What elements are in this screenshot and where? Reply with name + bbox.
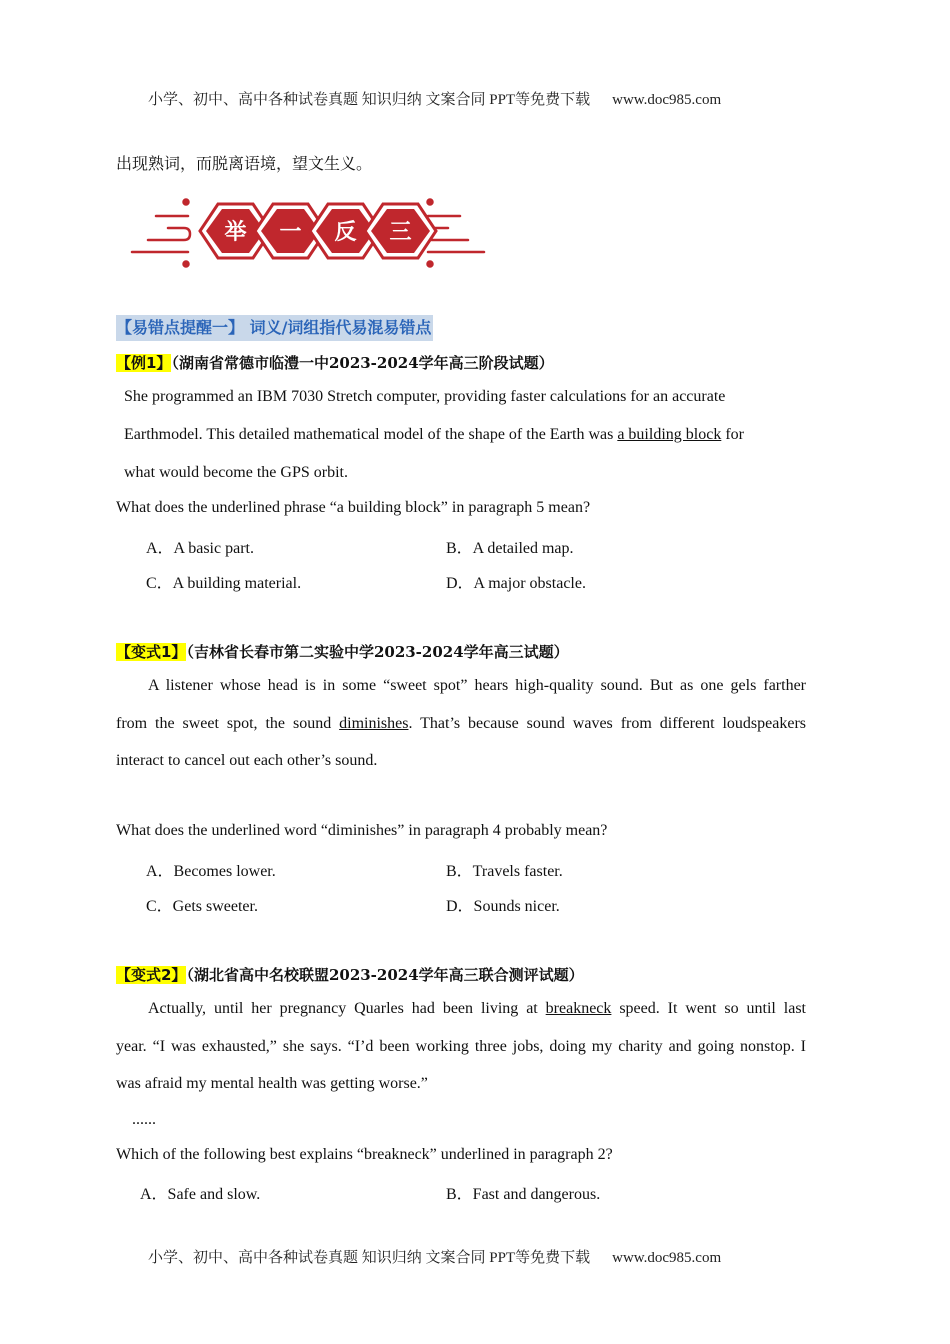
banner-char-1: 举 [224,220,247,245]
example1-line-2-text: Earthmodel. This detailed mathematical model of the shape of the Earth was [124,426,618,443]
variant1-line-1: A listener whose head is in some “sweet spot” hears high-quality sound. But as one gels farther [148,677,806,694]
example1-line-2-end: for [721,426,744,443]
example1-underlined-phrase: a building block [617,426,722,443]
variant2-underlined-word: breakneck [545,1000,612,1017]
variant1-option-d: D．Sounds nicer. [446,898,560,915]
example1-tag: 【例1】 [116,354,172,372]
variant1-line-2-end: . That’s because sound waves from different loudspeakers [408,715,806,732]
variant1-line-2-text: from the sweet spot, the sound [116,715,340,732]
variant2-line-3: was afraid my mental health was getting worse.” [116,1075,428,1092]
variant2-tag: 【变式2】 [116,966,187,984]
variant2-option-a: A．Safe and slow. [140,1186,261,1203]
variant1-tag: 【变式1】 [116,643,187,661]
banner-graphic [128,190,488,272]
variant2-source: （湖北省高中名校联盟2023-2024学年高三联合测评试题） [186,966,584,984]
variant2-option-b: B．Fast and dangerous. [446,1186,601,1203]
example1-heading [116,352,554,373]
variant1-option-b: B．Travels faster. [446,863,563,880]
header-text: 小学、初中、高中各种试卷真题 知识归纳 文案合同 PPT等免费下载 [148,92,591,108]
variant2-line-2: year. “I was exhausted,” she says. “I’d been working three jobs, doing my charity and going nonstop. I [116,1038,806,1055]
variant2-ellipsis: ...... [132,1111,156,1128]
section-title: 【易错点提醒一】 词义/词组指代易混易错点 [116,315,433,341]
variant1-source: （吉林省长春市第二实验中学2023-2024学年高三试题） [186,643,569,661]
example1-line-2 [124,426,744,444]
variant1-question: What does the underlined word “diminishes” in paragraph 4 probably mean? [116,822,608,839]
variant1-line-3: interact to cancel out each other’s sound. [116,752,378,769]
variant2-line-1-end: speed. It went so until last [611,1000,806,1017]
page-header [148,88,721,109]
example1-option-b: B．A detailed map. [446,540,574,557]
banner-left-swirl [132,200,190,267]
variant1-option-a: A．Becomes lower. [146,863,276,880]
variant1-option-c: C．Gets sweeter. [146,898,258,915]
footer-site-link[interactable]: www.doc985.com [612,1250,722,1266]
header-site-link[interactable]: www.doc985.com [612,92,722,108]
example1-source: （湖南省常德市临澧一中2023-2024学年高三阶段试题） [171,354,554,372]
variant2-heading [116,964,584,985]
banner-char-2: 一 [279,220,302,245]
example1-line-3: what would become the GPS orbit. [124,464,348,481]
variant2-line-1 [148,1000,806,1018]
variant2-line-1-text: Actually, until her pregnancy Quarles had been living at [148,1000,546,1017]
example1-question: What does the underlined phrase “a building block” in paragraph 5 mean? [116,499,591,516]
example1-option-a: A．A basic part. [146,540,254,557]
footer-text: 小学、初中、高中各种试卷真题 知识归纳 文案合同 PPT等免费下载 [148,1250,591,1266]
example1-option-d: D．A major obstacle. [446,575,586,592]
intro-line: 出现熟词，而脱离语境，望文生义。 [116,156,373,173]
variant1-heading [116,641,569,662]
example1-line-1: She programmed an IBM 7030 Stretch computer, providing faster calculations for an accurate [124,388,726,405]
banner-char-3: 反 [334,220,357,245]
variant1-underlined-word: diminishes [339,715,409,732]
variant2-question: Which of the following best explains “breakneck” underlined in paragraph 2? [116,1146,613,1163]
banner-char-4: 三 [389,220,412,245]
variant1-line-2 [116,715,806,733]
page-footer [148,1246,721,1267]
example1-option-c: C．A building material. [146,575,302,592]
